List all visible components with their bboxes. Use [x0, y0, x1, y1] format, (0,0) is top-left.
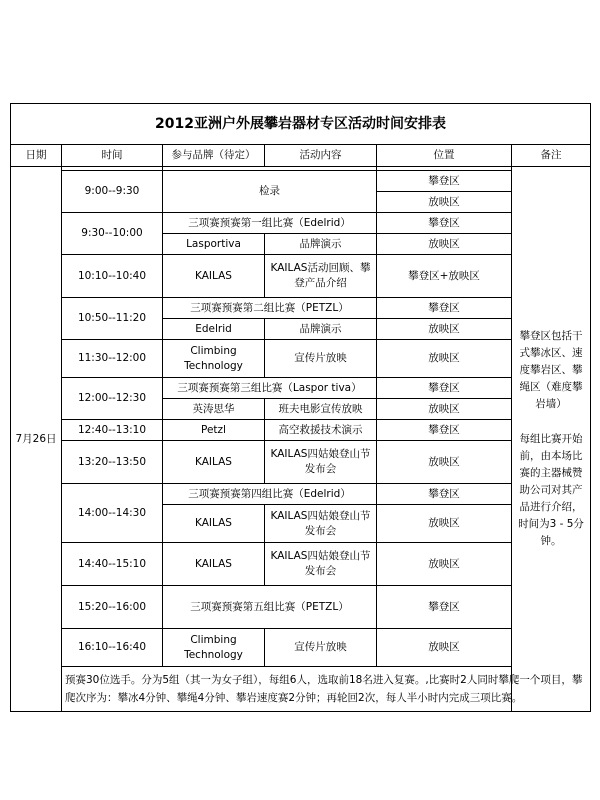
- content-cell: 班夫电影宣传放映: [265, 399, 377, 420]
- event-cell: 检录: [163, 171, 377, 213]
- notes-cell: [512, 167, 591, 712]
- brand-cell: KAILAS: [163, 441, 265, 484]
- content-cell: 高空救援技术演示: [265, 420, 377, 441]
- header-brand: 参与品牌（待定）: [163, 145, 265, 167]
- header-location: 位置: [377, 145, 512, 167]
- brand-cell: 英涛思华: [163, 399, 265, 420]
- time-cell: 9:30--10:00: [62, 213, 163, 255]
- header-time: 时间: [62, 145, 163, 167]
- time-cell: 10:10--10:40: [62, 255, 163, 298]
- location-cell: 放映区: [377, 340, 512, 378]
- location-cell: 攀登区: [377, 213, 512, 234]
- content-cell: KAILAS活动回顾、攀登产品介绍: [265, 255, 377, 298]
- location-cell: 攀登区: [377, 420, 512, 441]
- event-cell: 三项赛预赛第五组比赛（PETZL）: [163, 586, 377, 629]
- footer-note: 预赛30位选手。分为5组（其一为女子组），每组6人，选取前18名进入复赛。,比赛时2人同时攀爬一个项目，攀爬次序为：攀冰4分钟、攀绳4分钟、攀岩速度赛2分钟；再轮回2次，每人半小时内完成三项比赛。: [62, 667, 591, 712]
- location-cell: 放映区: [377, 629, 512, 667]
- location-cell: 放映区: [377, 192, 512, 213]
- schedule-table: [10, 103, 591, 712]
- location-cell: 攀登区: [377, 378, 512, 399]
- time-cell: 14:00--14:30: [62, 484, 163, 543]
- date-cell: 7月26日: [11, 167, 62, 712]
- header-date: 日期: [11, 145, 62, 167]
- location-cell: 攀登区: [377, 586, 512, 629]
- time-cell: 13:20--13:50: [62, 441, 163, 484]
- location-cell: 放映区: [377, 543, 512, 586]
- location-cell: 攀登区+放映区: [377, 255, 512, 298]
- notes-para-1: 攀登区包括干式攀冰区、速度攀岩区、攀绳区（难度攀岩墙）: [519, 330, 583, 410]
- location-cell: 攀登区: [377, 298, 512, 319]
- content-cell: 品牌演示: [265, 319, 377, 340]
- location-cell: 放映区: [377, 505, 512, 543]
- brand-cell: Lasportiva: [163, 234, 265, 255]
- event-cell: 三项赛预赛第四组比赛（Edelrid）: [163, 484, 377, 505]
- time-cell: 16:10--16:40: [62, 629, 163, 667]
- location-cell: 攀登区: [377, 171, 512, 192]
- content-cell: 品牌演示: [265, 234, 377, 255]
- table-title: 2012亚洲户外展攀岩器材专区活动时间安排表: [11, 104, 591, 145]
- time-cell: 15:20--16:00: [62, 586, 163, 629]
- event-cell: 三项赛预赛第一组比赛（Edelrid）: [163, 213, 377, 234]
- content-cell: KAILAS四姑娘登山节发布会: [265, 505, 377, 543]
- content-cell: KAILAS四姑娘登山节发布会: [265, 441, 377, 484]
- location-cell: 放映区: [377, 399, 512, 420]
- location-cell: 放映区: [377, 319, 512, 340]
- brand-cell: Climbing Technology: [163, 340, 265, 378]
- time-cell: 14:40--15:10: [62, 543, 163, 586]
- content-cell: KAILAS四姑娘登山节发布会: [265, 543, 377, 586]
- time-cell: 9:00--9:30: [62, 171, 163, 213]
- header-content: 活动内容: [265, 145, 377, 167]
- time-cell: 11:30--12:00: [62, 340, 163, 378]
- event-cell: 三项赛预赛第三组比赛（Laspor tiva）: [163, 378, 377, 399]
- location-cell: 攀登区: [377, 484, 512, 505]
- brand-cell: Edelrid: [163, 319, 265, 340]
- content-cell: 宣传片放映: [265, 340, 377, 378]
- event-cell: 三项赛预赛第二组比赛（PETZL）: [163, 298, 377, 319]
- time-cell: 12:00--12:30: [62, 378, 163, 420]
- brand-cell: KAILAS: [163, 543, 265, 586]
- time-cell: 10:50--11:20: [62, 298, 163, 340]
- brand-cell: Petzl: [163, 420, 265, 441]
- location-cell: 放映区: [377, 234, 512, 255]
- brand-cell: KAILAS: [163, 505, 265, 543]
- brand-cell: KAILAS: [163, 255, 265, 298]
- content-cell: 宣传片放映: [265, 629, 377, 667]
- notes-para-2: 每组比赛开始前，由本场比赛的主器械赞助公司对其产品进行介绍，时间为3 - 5分钟。: [518, 433, 584, 547]
- header-notes: 备注: [512, 145, 591, 167]
- location-cell: 放映区: [377, 441, 512, 484]
- time-cell: 12:40--13:10: [62, 420, 163, 441]
- brand-cell: Climbing Technology: [163, 629, 265, 667]
- schedule-sheet: [10, 103, 590, 712]
